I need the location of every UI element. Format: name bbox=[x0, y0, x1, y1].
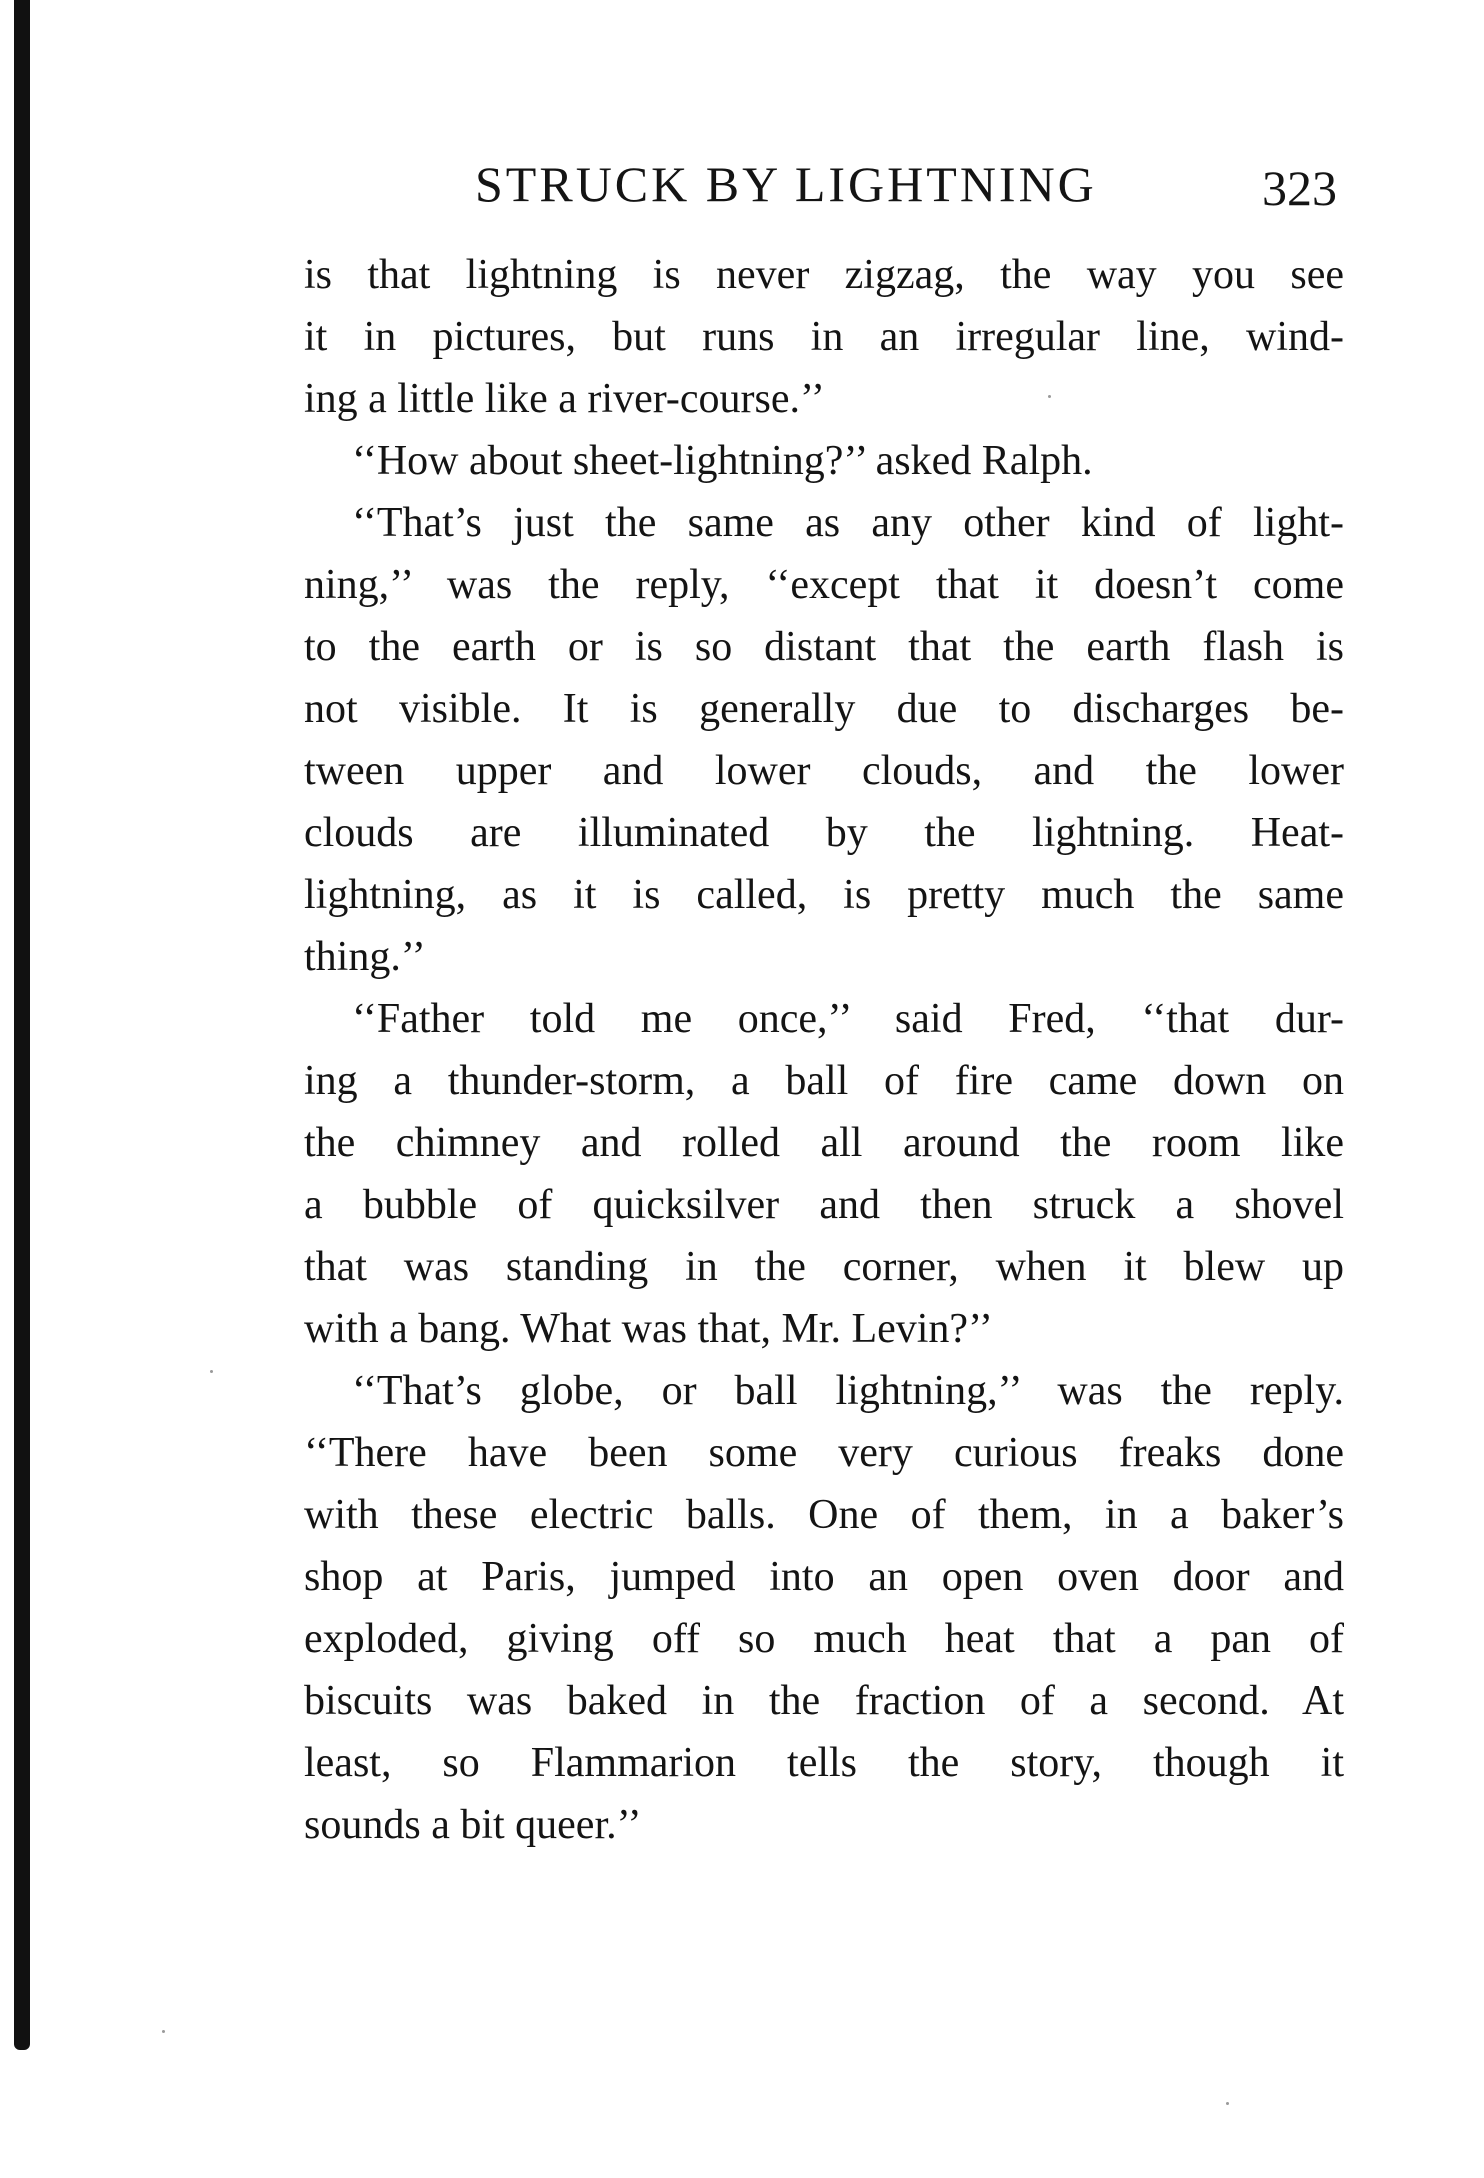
text-line: ing a little like a river-course.’’ bbox=[304, 376, 825, 422]
text-line: with these electric balls. One of them, in a baker’s bbox=[304, 1492, 1344, 1538]
text-line: that was standing in the corner, when it blew up bbox=[304, 1244, 1344, 1290]
paper-speck bbox=[162, 2030, 165, 2033]
text-line: biscuits was baked in the fraction of a second. At bbox=[304, 1678, 1344, 1724]
text-line: ‘‘That’s globe, or ball lightning,’’ was the reply. bbox=[352, 1368, 1344, 1414]
text-line: ‘‘There have been some very curious freaks done bbox=[304, 1430, 1344, 1476]
text-line: ning,’’ was the reply, ‘‘except that it doesn’t come bbox=[304, 562, 1344, 608]
text-line: sounds a bit queer.’’ bbox=[304, 1802, 642, 1848]
text-line: is that lightning is never zigzag, the way you see bbox=[304, 252, 1344, 298]
running-title: STRUCK BY LIGHTNING bbox=[475, 156, 1097, 212]
text-line: ‘‘How about sheet-lightning?’’ asked Ralph. bbox=[352, 438, 1093, 484]
binding-edge bbox=[14, 0, 30, 2050]
page-number: 323 bbox=[1262, 160, 1337, 216]
text-line: exploded, giving off so much heat that a pan of bbox=[304, 1616, 1344, 1662]
text-line: with a bang. What was that, Mr. Levin?’’ bbox=[304, 1306, 993, 1352]
text-line: a bubble of quicksilver and then struck a shovel bbox=[304, 1182, 1344, 1228]
text-line: clouds are illuminated by the lightning. Heat- bbox=[304, 810, 1344, 856]
text-line: thing.’’ bbox=[304, 934, 426, 980]
text-line: ‘‘That’s just the same as any other kind of light- bbox=[352, 500, 1344, 546]
text-line: the chimney and rolled all around the room like bbox=[304, 1120, 1344, 1166]
text-line: tween upper and lower clouds, and the lower bbox=[304, 748, 1344, 794]
paper-speck bbox=[1048, 395, 1051, 398]
paper-speck bbox=[1226, 2102, 1229, 2105]
text-line: shop at Paris, jumped into an open oven door and bbox=[304, 1554, 1344, 1600]
text-line: not visible. It is generally due to discharges be- bbox=[304, 686, 1344, 732]
text-line: lightning, as it is called, is pretty much the same bbox=[304, 872, 1344, 918]
text-line: ‘‘Father told me once,’’ said Fred, ‘‘that dur- bbox=[352, 996, 1344, 1042]
text-line: ing a thunder-storm, a ball of fire came down on bbox=[304, 1058, 1344, 1104]
text-line: to the earth or is so distant that the earth flash is bbox=[304, 624, 1344, 670]
paper-speck bbox=[210, 1370, 213, 1373]
body-text bbox=[304, 244, 1344, 1856]
text-line: least, so Flammarion tells the story, though it bbox=[304, 1740, 1344, 1786]
running-head bbox=[300, 150, 1350, 220]
text-line: it in pictures, but runs in an irregular line, wind- bbox=[304, 314, 1344, 360]
